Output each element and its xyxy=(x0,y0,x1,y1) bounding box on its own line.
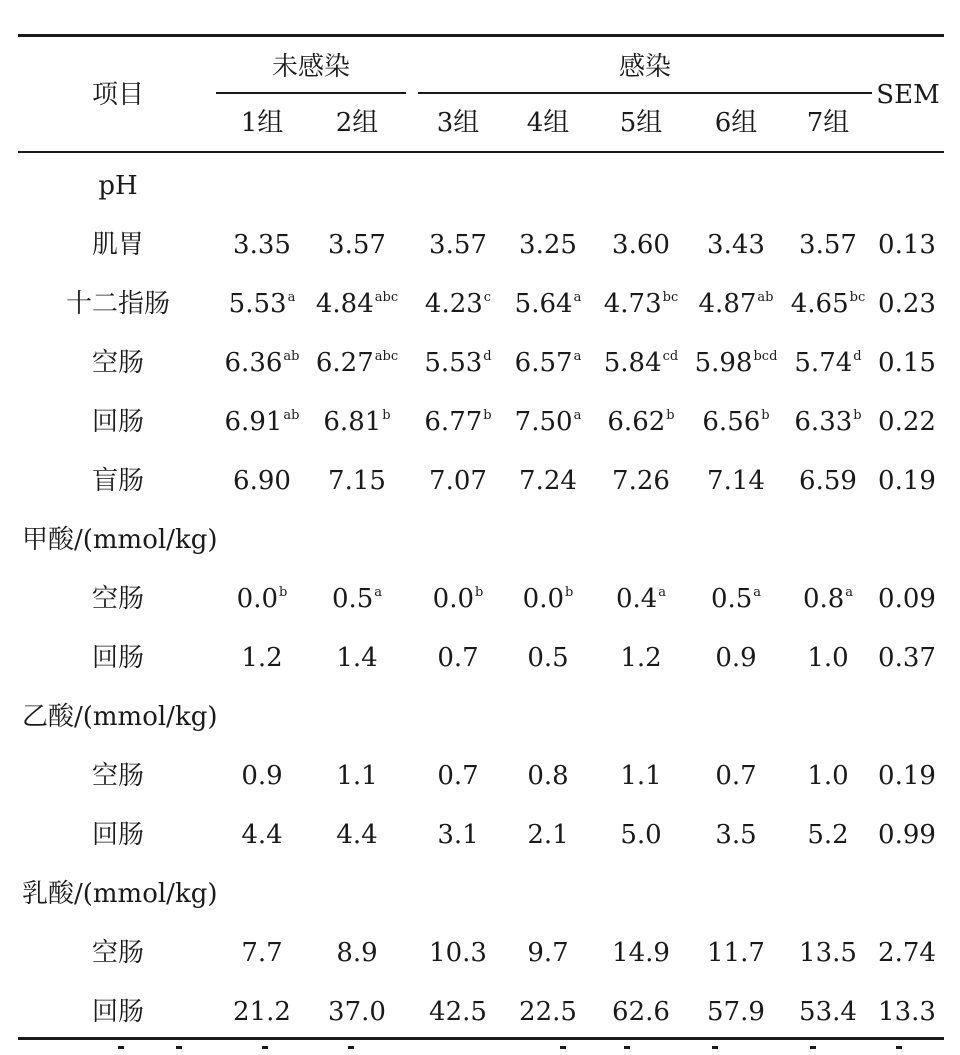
table-cell-group-5 xyxy=(604,289,679,324)
table-cell-group-2 xyxy=(336,643,377,673)
table-cell-group-2 xyxy=(328,230,386,260)
cell-value: 14.9 xyxy=(612,938,670,968)
table-cell-group-7 xyxy=(807,643,848,673)
cell-value: 6.56 xyxy=(702,407,761,437)
cell-value: 4.87 xyxy=(698,289,757,319)
cell-value: 2.1 xyxy=(527,820,569,850)
cell-value: 7.07 xyxy=(429,466,487,496)
table-cell-group-5 xyxy=(616,584,666,619)
significance-superscript: abc xyxy=(374,349,399,364)
table-cell-group-1 xyxy=(233,997,291,1027)
cell-value: 1.0 xyxy=(807,761,849,791)
table-cell-group-5 xyxy=(612,230,670,260)
table-cell-group-1 xyxy=(225,407,300,442)
cell-value: 0.0 xyxy=(522,584,565,614)
significance-superscript: a xyxy=(374,585,383,600)
cell-value: 0.0 xyxy=(236,584,279,614)
table-cell-group-5 xyxy=(612,938,670,968)
table-cell-group-3 xyxy=(424,348,491,383)
row-label: 回肠 xyxy=(91,820,145,850)
cell-value: 7.24 xyxy=(519,466,577,496)
table-cell-group-4 xyxy=(527,643,568,673)
table-cell-group-2 xyxy=(328,997,386,1027)
cell-value: 4.73 xyxy=(603,289,662,319)
cell-value: 3.57 xyxy=(799,230,857,260)
row-label: 十二指肠 xyxy=(65,289,171,319)
group-header-3: 3组 xyxy=(436,108,480,138)
group-header-1: 1组 xyxy=(240,108,284,138)
table-cell-group-5 xyxy=(620,820,661,850)
significance-superscript: bcd xyxy=(753,349,778,364)
table-cell-group-7 xyxy=(791,289,866,324)
significance-superscript: d xyxy=(853,349,862,364)
cell-value: 1.2 xyxy=(620,643,662,673)
significance-superscript: ab xyxy=(283,408,300,423)
sem-cell: 13.3 xyxy=(878,997,936,1027)
cell-value: 6.33 xyxy=(794,407,853,437)
cell-value: 13.5 xyxy=(799,938,857,968)
row-label: 回肠 xyxy=(91,643,145,673)
table-cell-group-4 xyxy=(523,584,574,619)
table-cell-group-4 xyxy=(527,761,568,791)
table-cell-group-3 xyxy=(424,407,491,442)
cell-value: 3.35 xyxy=(233,230,291,260)
table-cell-group-3 xyxy=(425,289,491,324)
table-cell-group-7 xyxy=(799,230,857,260)
table-cell-group-2 xyxy=(332,584,382,619)
cell-value: 6.27 xyxy=(315,348,374,378)
cell-value: 5.64 xyxy=(514,289,573,319)
section-title: 乳酸/(mmol/kg) xyxy=(22,879,218,909)
table-cell-group-1 xyxy=(241,643,282,673)
table-cell-group-7 xyxy=(807,820,848,850)
row-label: 回肠 xyxy=(91,407,145,437)
cell-value: 0.9 xyxy=(241,761,283,791)
table-cell-group-7 xyxy=(799,938,857,968)
cell-value: 5.0 xyxy=(620,820,662,850)
section-title: 乙酸/(mmol/kg) xyxy=(22,702,218,732)
table-cell-group-5 xyxy=(607,407,674,442)
table-cell-group-2 xyxy=(328,466,386,496)
group-header-6: 6组 xyxy=(714,108,758,138)
table-cell-group-2 xyxy=(323,407,390,442)
item-column-header: 项目 xyxy=(91,80,145,110)
cell-value: 37.0 xyxy=(328,997,386,1027)
significance-superscript: b xyxy=(382,408,391,423)
section-title: 甲酸/(mmol/kg) xyxy=(22,525,218,555)
cell-value: 1.2 xyxy=(241,643,283,673)
table-cell-group-1 xyxy=(241,938,282,968)
cell-value: 1.0 xyxy=(807,643,849,673)
cell-value: 3.57 xyxy=(429,230,487,260)
cell-value: 22.5 xyxy=(519,997,577,1027)
cell-value: 5.84 xyxy=(603,348,662,378)
cell-value: 62.6 xyxy=(612,997,670,1027)
header-bottom-rule xyxy=(18,151,944,153)
table-cell-group-7 xyxy=(807,761,848,791)
cell-value: 6.57 xyxy=(514,348,573,378)
table-cell-group-5 xyxy=(612,466,670,496)
table-cell-group-7 xyxy=(794,348,861,383)
group-header-4: 4组 xyxy=(526,108,570,138)
cell-value: 1.1 xyxy=(620,761,662,791)
cell-value: 1.1 xyxy=(336,761,378,791)
cell-value: 4.65 xyxy=(790,289,849,319)
significance-superscript: a xyxy=(658,585,667,600)
table-cell-group-3 xyxy=(429,997,487,1027)
cell-value: 3.60 xyxy=(612,230,670,260)
cell-value: 3.57 xyxy=(328,230,386,260)
table-cell-group-3 xyxy=(429,466,487,496)
table-cell-group-3 xyxy=(429,938,487,968)
row-label: 空肠 xyxy=(91,348,145,378)
cell-value: 11.7 xyxy=(707,938,765,968)
table-cell-group-2 xyxy=(316,289,398,324)
sem-cell: 0.13 xyxy=(878,230,936,260)
cell-value: 4.4 xyxy=(336,820,378,850)
table-cell-group-2 xyxy=(316,348,398,383)
table-cell-group-2 xyxy=(336,820,377,850)
infected-span-rule xyxy=(418,92,872,94)
table-cell-group-3 xyxy=(437,761,478,791)
table-cell-group-3 xyxy=(437,643,478,673)
cell-value: 6.59 xyxy=(799,466,857,496)
table-cell-group-4 xyxy=(515,348,582,383)
table-cell-group-6 xyxy=(707,466,765,496)
significance-superscript: cd xyxy=(662,349,679,364)
group-header-7: 7组 xyxy=(806,108,850,138)
cell-value: 6.77 xyxy=(424,407,483,437)
table-cell-group-1 xyxy=(241,761,282,791)
table-cell-group-4 xyxy=(515,289,582,324)
row-label: 肌胃 xyxy=(91,230,145,260)
table-cell-group-1 xyxy=(225,348,300,383)
table-cell-group-6 xyxy=(715,761,756,791)
significance-superscript: b xyxy=(853,408,862,423)
sem-cell: 0.99 xyxy=(878,820,936,850)
cell-value: 9.7 xyxy=(527,938,569,968)
table-cell-group-2 xyxy=(336,761,377,791)
significance-superscript: bc xyxy=(662,290,679,305)
table-cell-group-5 xyxy=(620,761,661,791)
cell-value: 7.7 xyxy=(241,938,283,968)
significance-superscript: ab xyxy=(283,349,300,364)
sem-cell: 2.74 xyxy=(878,938,936,968)
table-cell-group-5 xyxy=(620,643,661,673)
significance-superscript: a xyxy=(573,290,582,305)
cell-value: 1.4 xyxy=(336,643,378,673)
cell-value: 0.0 xyxy=(432,584,475,614)
cell-value: 7.26 xyxy=(612,466,670,496)
cell-value: 6.91 xyxy=(224,407,283,437)
cell-value: 4.4 xyxy=(241,820,283,850)
table-cell-group-1 xyxy=(229,289,296,324)
sem-cell: 0.09 xyxy=(878,584,936,614)
row-label: 盲肠 xyxy=(91,466,145,496)
cell-value: 5.74 xyxy=(794,348,853,378)
table-cell-group-7 xyxy=(803,584,853,619)
table-cell-group-7 xyxy=(799,466,857,496)
cell-value: 21.2 xyxy=(233,997,291,1027)
row-label: 空肠 xyxy=(91,938,145,968)
table-cell-group-6 xyxy=(707,938,765,968)
table-cell-group-1 xyxy=(233,230,291,260)
significance-superscript: abc xyxy=(374,290,399,305)
sem-cell: 0.19 xyxy=(878,761,936,791)
significance-superscript: b xyxy=(666,408,675,423)
table-cell-group-4 xyxy=(519,466,577,496)
table-cell-group-6 xyxy=(707,230,765,260)
cell-value: 8.9 xyxy=(336,938,378,968)
significance-superscript: a xyxy=(845,585,854,600)
table-cell-group-6 xyxy=(715,643,756,673)
significance-superscript: b xyxy=(483,408,492,423)
cell-value: 6.62 xyxy=(607,407,666,437)
cell-value: 5.53 xyxy=(424,348,483,378)
cell-value: 10.3 xyxy=(429,938,487,968)
table-cell-group-7 xyxy=(794,407,861,442)
significance-superscript: bc xyxy=(849,290,866,305)
cell-value: 53.4 xyxy=(799,997,857,1027)
table-cell-group-6 xyxy=(715,820,756,850)
cell-value: 0.7 xyxy=(437,761,479,791)
cell-value: 0.8 xyxy=(527,761,569,791)
cell-value: 0.9 xyxy=(715,643,757,673)
table-cell-group-2 xyxy=(336,938,377,968)
table-cell-group-1 xyxy=(237,584,288,619)
sem-column-header: SEM xyxy=(876,80,940,110)
table-cell-group-4 xyxy=(527,820,568,850)
cell-value: 3.25 xyxy=(519,230,577,260)
table-cell-group-4 xyxy=(519,230,577,260)
sem-cell: 0.23 xyxy=(878,289,936,319)
sem-cell: 0.37 xyxy=(878,643,936,673)
cell-value: 5.2 xyxy=(807,820,849,850)
table-cell-group-4 xyxy=(519,997,577,1027)
cell-value: 0.5 xyxy=(710,584,753,614)
cell-value: 4.23 xyxy=(424,289,483,319)
table-cell-group-3 xyxy=(433,584,484,619)
cell-value: 7.50 xyxy=(514,407,573,437)
uninfected-group-header: 未感染 xyxy=(271,52,351,82)
row-label: 空肠 xyxy=(91,584,145,614)
significance-superscript: b xyxy=(565,585,574,600)
table-cell-group-4 xyxy=(527,938,568,968)
cell-value: 5.53 xyxy=(228,289,287,319)
table-cell-group-4 xyxy=(515,407,582,442)
cell-value: 3.43 xyxy=(707,230,765,260)
table-cell-group-6 xyxy=(711,584,761,619)
sem-cell: 0.19 xyxy=(878,466,936,496)
cell-value: 0.8 xyxy=(802,584,845,614)
cell-value: 5.98 xyxy=(694,348,753,378)
significance-superscript: b xyxy=(279,585,288,600)
table-bottom-rule xyxy=(18,1037,944,1040)
significance-superscript: a xyxy=(573,349,582,364)
group-header-5: 5组 xyxy=(619,108,663,138)
significance-superscript: d xyxy=(483,349,492,364)
significance-superscript: b xyxy=(475,585,484,600)
cell-value: 57.9 xyxy=(707,997,765,1027)
significance-superscript: a xyxy=(573,408,582,423)
cell-value: 3.5 xyxy=(715,820,757,850)
significance-superscript: a xyxy=(287,290,296,305)
cell-value: 0.5 xyxy=(527,643,569,673)
table-cell-group-6 xyxy=(702,407,769,442)
significance-superscript: c xyxy=(483,290,492,305)
cell-value: 42.5 xyxy=(429,997,487,1027)
row-label: 回肠 xyxy=(91,997,145,1027)
sem-cell: 0.15 xyxy=(878,348,936,378)
table-cell-group-1 xyxy=(241,820,282,850)
infected-group-header: 感染 xyxy=(618,52,672,82)
significance-superscript: a xyxy=(753,585,762,600)
cell-value: 0.4 xyxy=(615,584,658,614)
table-cell-group-3 xyxy=(437,820,478,850)
cell-value: 0.5 xyxy=(331,584,374,614)
table-cell-group-6 xyxy=(699,289,774,324)
cell-value: 0.7 xyxy=(437,643,479,673)
cell-value: 4.84 xyxy=(315,289,374,319)
sem-cell: 0.22 xyxy=(878,407,936,437)
significance-superscript: b xyxy=(761,408,770,423)
clipped-next-line xyxy=(0,1046,960,1055)
cell-value: 6.36 xyxy=(224,348,283,378)
uninfected-span-rule xyxy=(216,92,406,94)
table-cell-group-5 xyxy=(612,997,670,1027)
table-cell-group-3 xyxy=(429,230,487,260)
group-header-2: 2组 xyxy=(335,108,379,138)
table-cell-group-6 xyxy=(695,348,778,383)
cell-value: 3.1 xyxy=(437,820,479,850)
cell-value: 0.7 xyxy=(715,761,757,791)
table-cell-group-5 xyxy=(604,348,679,383)
section-title: pH xyxy=(98,171,138,201)
cell-value: 6.90 xyxy=(233,466,291,496)
table-cell-group-7 xyxy=(799,997,857,1027)
table-cell-group-1 xyxy=(233,466,291,496)
row-label: 空肠 xyxy=(91,761,145,791)
cell-value: 6.81 xyxy=(323,407,382,437)
table-top-rule xyxy=(18,34,944,37)
cell-value: 7.15 xyxy=(328,466,386,496)
significance-superscript: ab xyxy=(757,290,774,305)
table-cell-group-6 xyxy=(707,997,765,1027)
cell-value: 7.14 xyxy=(707,466,765,496)
